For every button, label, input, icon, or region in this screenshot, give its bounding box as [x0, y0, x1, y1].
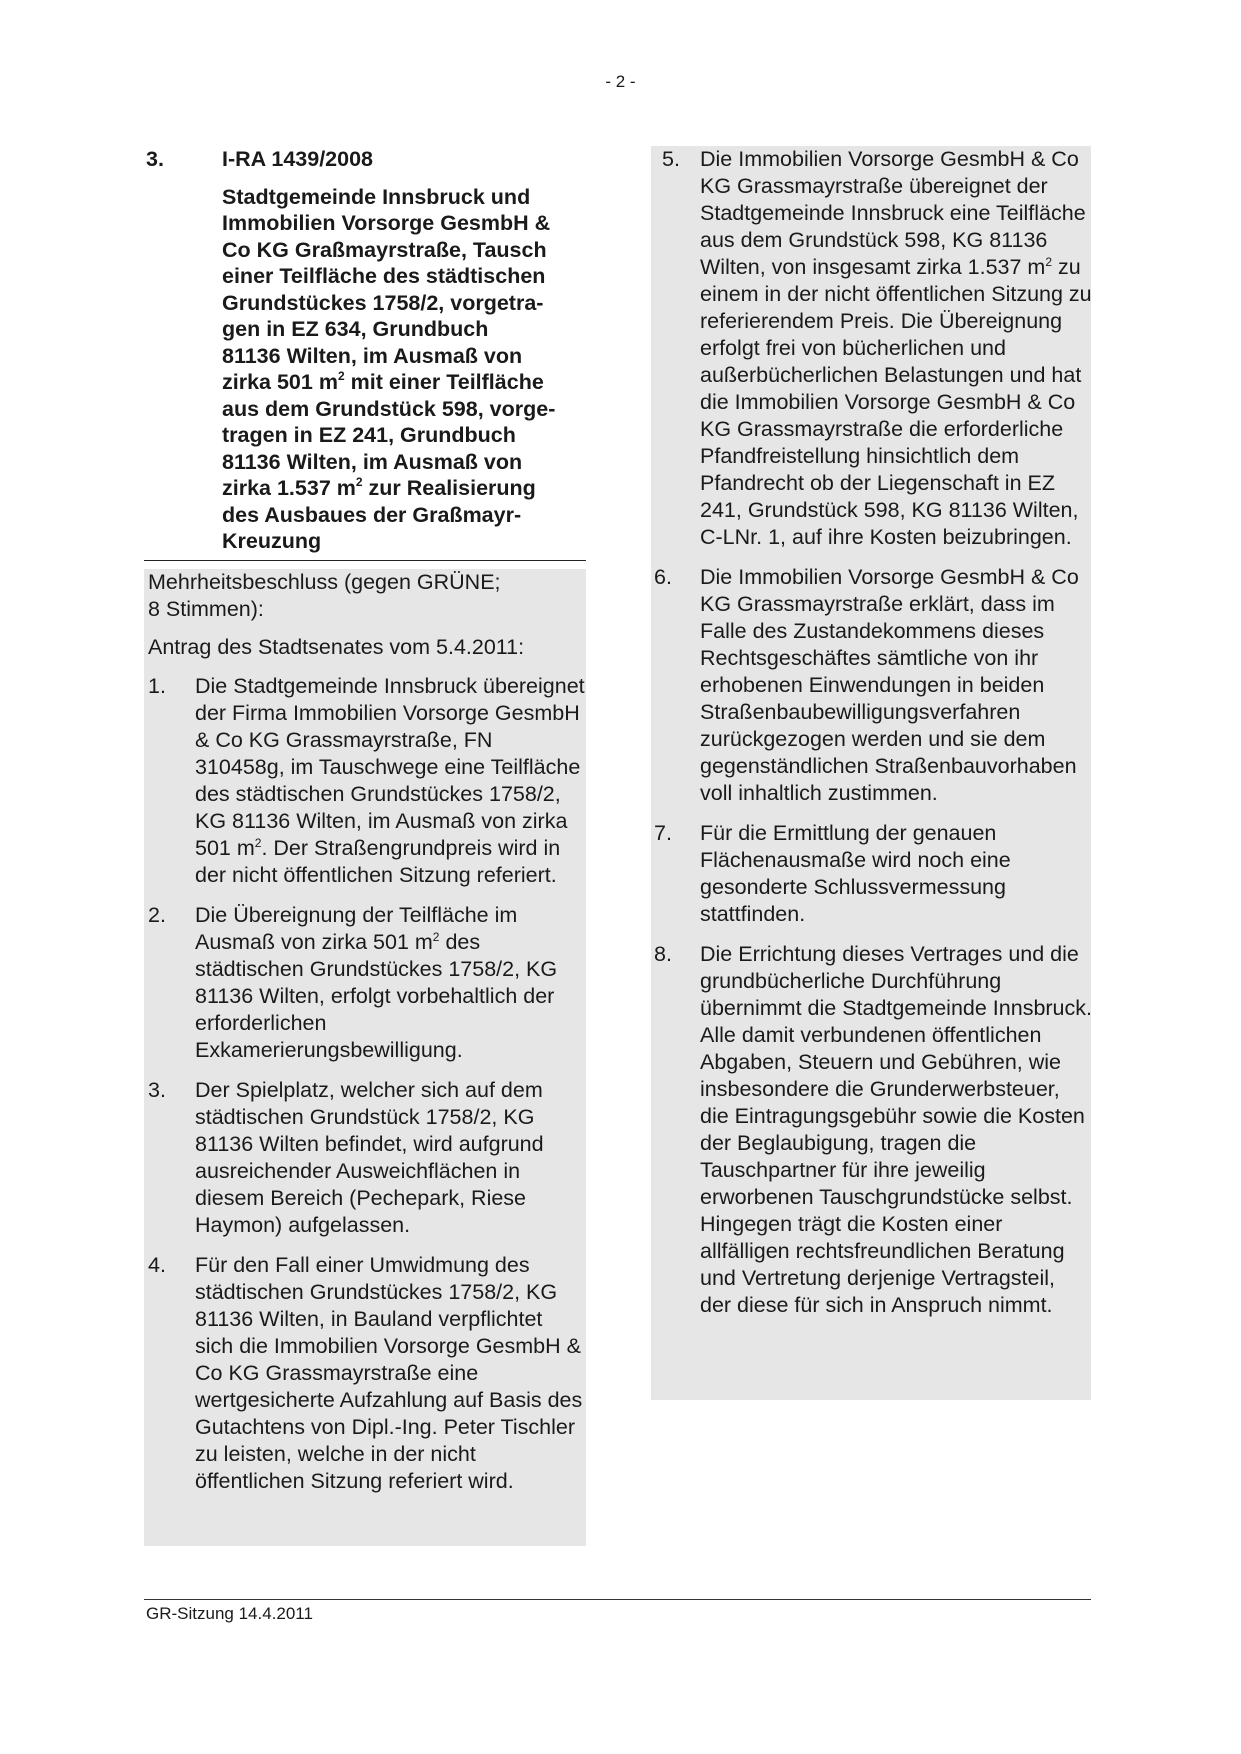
- list-item: 7. Für die Ermittlung der genauen Flächenausmaße wird noch eine gesonderte Schlussvermessung stattfinden.: [654, 821, 1011, 926]
- footer-text: GR-Sitzung 14.4.2011: [146, 1604, 313, 1623]
- decision-content-right: [654, 146, 1092, 1332]
- list-item: 4. Für den Fall einer Umwidmung des städtischen Grundstückes 1758/2, KG 81136 Wilten, in Bauland verpflichtet sich die Immobilien Vorsorge GesmbH & Co KG Grassmayrstraße eine wertgesicherte Aufzahlung auf Basis des Gutachtens von Dipl.-Ing. Peter Tischler zu leisten, welche in der nicht öffentlichen Sitzung referiert wird.: [148, 1253, 583, 1493]
- points-list-left: [148, 673, 586, 1495]
- list-item: 3. Der Spielplatz, welcher sich auf dem städtischen Grundstück 1758/2, KG 81136 Wilten befindet, wird aufgrund ausreichender Ausweichflächen in diesem Bereich (Pechepark, Riese Haymon) aufgelassen.: [148, 1078, 544, 1237]
- header-divider: [144, 560, 586, 561]
- item-reference: I-RA 1439/2008: [222, 147, 373, 171]
- item-subject: Stadtgemeinde Innsbruck und Immobilien Vorsorge GesmbH & Co KG Graßmayrstraße, Tausch einer Teilfläche des städtischen Grundstückes 1758/2, vorgetra- gen in EZ 634, Grundbuch 81136 Wilten, im Ausmaß von zirka 501 $m^2$ mit einer Teilfläche aus dem Grundstück 598, vorge- tragen in EZ 241, Grundbuch 81136 Wilten, im Ausmaß von zirka 1.537 $m^2$ zur Realisierung des Ausbaues der Graßmayr- Kreuzung: [222, 184, 556, 553]
- list-item: 8. Die Errichtung dieses Vertrages und die grundbücherliche Durchführung übernimmt die Stadtgemeinde Innsbruck. Alle damit verbundenen öffentlichen Abgaben, Steuern und Gebühren, wie insbesondere die Grunderwerbsteuer, die Eintragungsgebühr sowie die Kosten der Beglaubigung, tragen die Tauschpartner für ihre jeweilig erworbenen Tauschgrundstücke selbst. Hingegen trägt die Kosten einer allfälligen rechtsfreundlichen Beratung und Vertretung derjenige Vertragsteil, der diese für sich in Anspruch nimmt.: [654, 942, 1092, 1317]
- page-number: - 2 -: [605, 72, 636, 91]
- item-number: 3.: [146, 147, 164, 171]
- footer-divider: [144, 1599, 1091, 1600]
- decision-content-left: [148, 569, 586, 1508]
- list-item: 6. Die Immobilien Vorsorge GesmbH & Co KG Grassmayrstraße erklärt, dass im Falle des Zustandekommens dieses Rechtsgeschäftes sämtliche von ihr erhobenen Einwendungen in beiden Straßenbaubewilligungsverfahren zurückgezogen werden und sie dem gegenständlichen Straßenbauvorhaben voll inhaltlich zustimmen.: [654, 565, 1079, 805]
- resolution-text: Mehrheitsbeschluss (gegen GRÜNE; 8 Stimmen):: [148, 570, 501, 621]
- list-item: 5. Die Immobilien Vorsorge GesmbH & Co KG Grassmayrstraße übereignet der Stadtgemeinde Innsbruck eine Teilfläche aus dem Grundstück 598, KG 81136 Wilten, von insgesamt zirka 1.537 $m^2$ zu einem in der nicht öffentlichen Sitzung zu referierendem Preis. Die Übereignung erfolgt frei von bücherlichen und außerbücherlichen Belastungen und hat die Immobilien Vorsorge GesmbH & Co KG Grassmayrstraße die erforderliche Pfandfreistellung hinsichtlich dem Pfandrecht ob der Liegenschaft in EZ 241, Grundstück 598, KG 81136 Wilten, C-LNr. 1, auf ihre Kosten beizubringen.: [662, 147, 1092, 549]
- agenda-item-header: [146, 146, 586, 561]
- list-item: 2. Die Übereignung der Teilfläche im Ausmaß von zirka 501 $m^2$ des städtischen Grundstückes 1758/2, KG 81136 Wilten, erfolgt vorbehaltlich der erforderlichen Exkamerierungsbewilligung.: [148, 903, 558, 1062]
- points-list-right: [654, 146, 1092, 1319]
- motion-text: Antrag des Stadtsenates vom 5.4.2011:: [148, 635, 525, 659]
- list-item: 1. Die Stadtgemeinde Innsbruck übereignet der Firma Immobilien Vorsorge GesmbH & Co KG Grassmayrstraße, FN 310458g, im Tauschwege eine Teilfläche des städtischen Grundstückes 1758/2, KG 81136 Wilten, im Ausmaß von zirka 501 $m^2$. Der Straßengrundpreis wird in der nicht öffentlichen Sitzung referiert.: [148, 674, 585, 887]
